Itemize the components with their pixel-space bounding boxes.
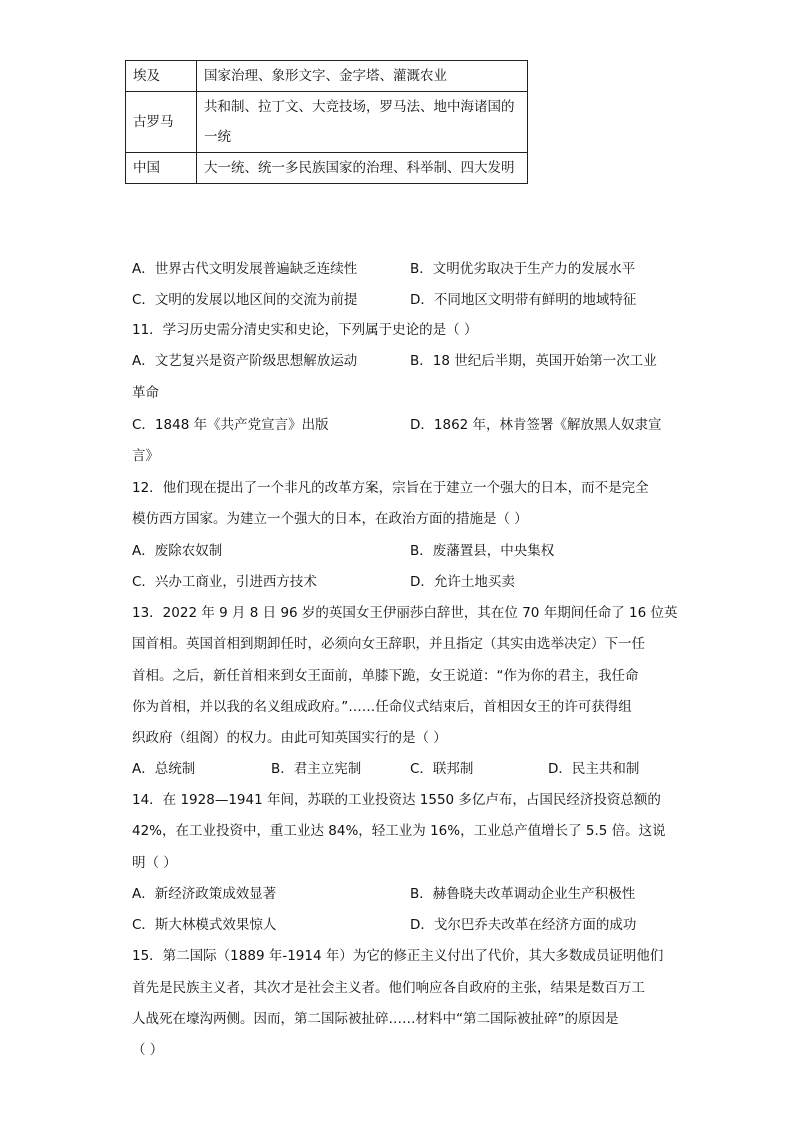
q14-stem-line: 明（ ） (132, 855, 177, 871)
q13-stem-line: 首相。之后，新任首相来到女王面前，单膝下跪，女王说道：“作为你的君主，我任命 (132, 668, 639, 684)
q11-stem: 11．学习历史需分清史实和史论，下列属于史论的是（ ） (132, 322, 478, 338)
q11-option-d[interactable]: D．1862 年，林肯签署《解放黑人奴隶宣 (410, 417, 662, 433)
q10-option-d[interactable]: D．不同地区文明带有鲜明的地域特征 (410, 292, 637, 308)
q14-option-c[interactable]: C．斯大林模式效果惊人 (132, 917, 277, 933)
content-line: 共和制、拉丁文、大竞技场，罗马法、地中海诸国的 (204, 99, 515, 115)
q15-stem-line: 15．第二国际（1889 年-1914 年）为它的修正主义付出了代价，其大多数成员证明他们 (132, 948, 664, 964)
q11-option-d-continued[interactable]: 言》 (132, 448, 159, 464)
q13-option-d[interactable]: D．民主共和制 (548, 761, 640, 777)
q13-option-b[interactable]: B．君主立宪制 (271, 761, 362, 777)
q14-stem-line: 14．在 1928—1941 年间，苏联的工业投资达 1550 多亿卢布，占国民经济投资总额的 (132, 792, 661, 808)
q11-option-b-continued[interactable]: 革命 (132, 385, 159, 401)
content-cell: 国家治理、象形文字、金字塔、灌溉农业 (197, 61, 528, 92)
q12-stem-line: 模仿西方国家。为建立一个强大的日本，在政治方面的措施是（ ） (132, 511, 528, 527)
q14-option-b[interactable]: B．赫鲁晓夫改革调动企业生产积极性 (410, 886, 636, 902)
q10-option-c[interactable]: C．文明的发展以地区间的交流为前提 (132, 292, 358, 308)
q12-option-c[interactable]: C．兴办工商业，引进西方技术 (132, 574, 317, 590)
table-row (126, 61, 528, 92)
content-cell: 大一统、统一多民族国家的治理、科举制、四大发明 (197, 153, 528, 184)
q14-stem-line: 42%，在工业投资中，重工业达 84%，轻工业为 16%，工业总产值增长了 5.5 倍。这说 (132, 823, 666, 839)
q14-option-d[interactable]: D．戈尔巴乔夫改革在经济方面的成功 (410, 917, 637, 933)
q13-stem-line: 国首相。英国首相到期卸任时，必须向女王辞职，并且指定（其实由选举决定）下一任 (132, 636, 645, 652)
q13-option-c[interactable]: C．联邦制 (410, 761, 474, 777)
q15-stem-line: （ ） (132, 1042, 164, 1058)
civilization-table (125, 60, 528, 184)
table-row (126, 153, 528, 184)
q11-option-c[interactable]: C．1848 年《共产党宣言》出版 (132, 417, 329, 433)
content-line: 一统 (204, 129, 231, 145)
region-cell: 中国 (126, 153, 197, 184)
table-row (126, 92, 528, 153)
q13-stem-line: 织政府（组阁）的权力。由此可知英国实行的是（ ） (132, 730, 447, 746)
q12-option-a[interactable]: A．废除农奴制 (132, 543, 223, 559)
region-cell: 埃及 (126, 61, 197, 92)
q12-stem-line: 12．他们现在提出了一个非凡的改革方案，宗旨在于建立一个强大的日本，而不是完全 (132, 480, 649, 496)
q12-option-d[interactable]: D．允许土地买卖 (410, 574, 515, 590)
q10-option-b[interactable]: B．文明优劣取决于生产力的发展水平 (410, 261, 636, 277)
q13-option-a[interactable]: A．总统制 (132, 761, 196, 777)
q13-stem-line: 13．2022 年 9 月 8 日 96 岁的英国女王伊丽莎白辞世，其在位 70 年期间任命了 16 位英 (132, 605, 678, 621)
q15-stem-line: 人战死在壕沟两侧。因而，第二国际被扯碎……材料中“第二国际被扯碎”的原因是 (132, 1011, 619, 1027)
q13-stem-line: 你为首相，并以我的名义组成政府。”……任命仪式结束后，首相因女王的许可获得组 (132, 699, 632, 715)
q12-option-b[interactable]: B．废藩置县，中央集权 (410, 543, 555, 559)
q10-option-a[interactable]: A．世界古代文明发展普遍缺乏连续性 (132, 261, 358, 277)
content-cell (197, 92, 528, 153)
q14-option-a[interactable]: A．新经济政策成效显著 (132, 886, 277, 902)
q15-stem-line: 首先是民族主义者，其次才是社会主义者。他们响应各自政府的主张，结果是数百万工 (132, 980, 645, 996)
region-cell: 古罗马 (126, 92, 197, 153)
q11-option-a[interactable]: A．文艺复兴是资产阶级思想解放运动 (132, 353, 358, 369)
q11-option-b[interactable]: B．18 世纪后半期，英国开始第一次工业 (410, 353, 657, 369)
